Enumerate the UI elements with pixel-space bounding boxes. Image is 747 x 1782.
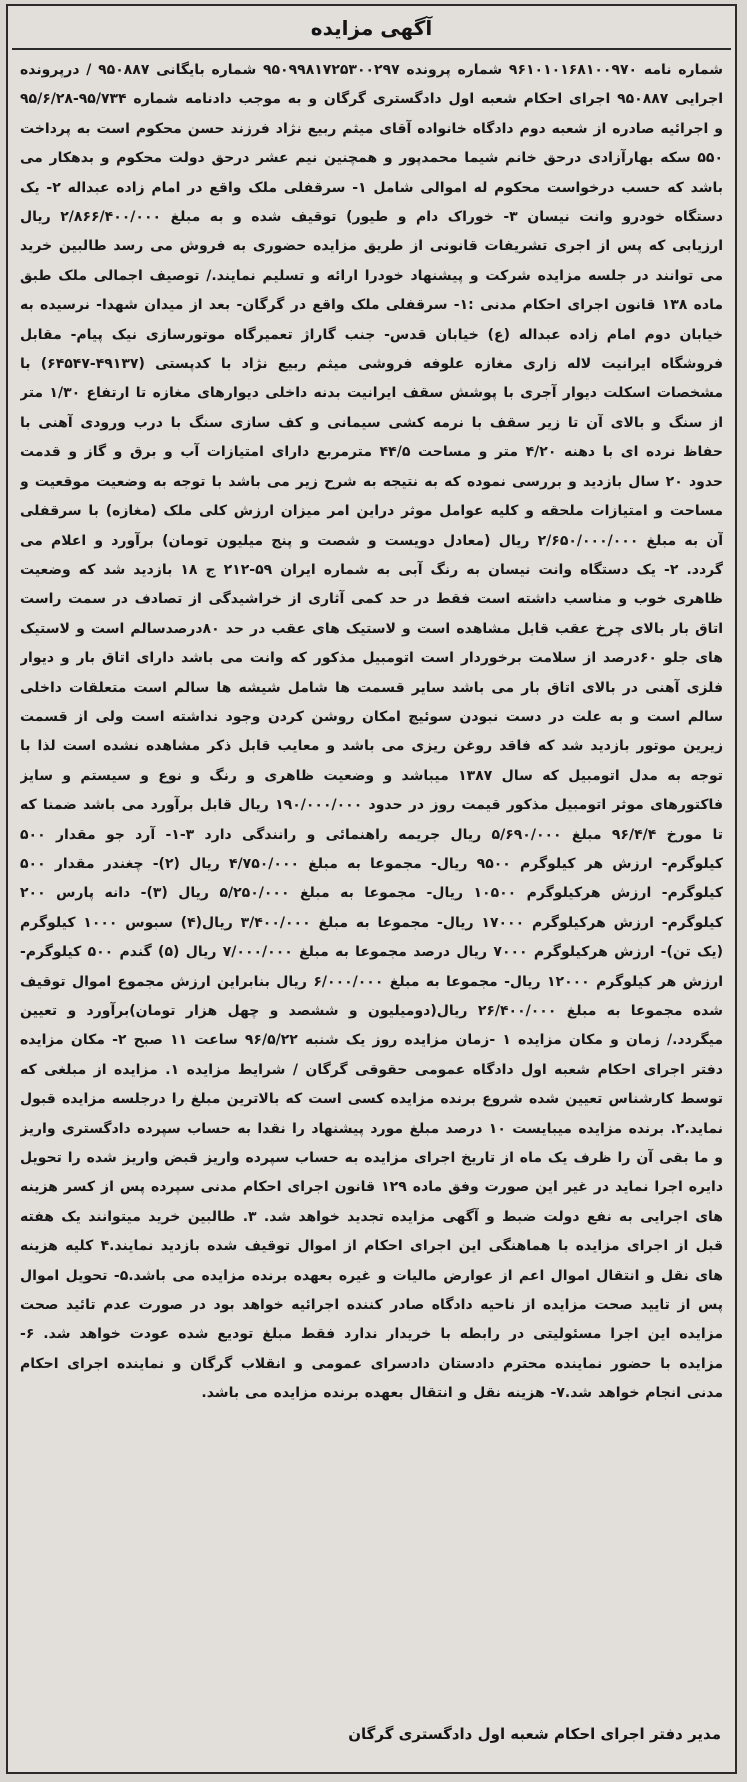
notice-body-text: شماره نامه ۹۶۱۰۱۰۱۶۸۱۰۰۹۷۰ شماره پرونده ۹۵۰۹۹۸۱۷۲۵۳۰۰۲۹۷ شماره بایگانی ۹۵۰۸۸۷ / درپرونده اجرایی ۹۵۰۸۸۷ اجرای احکام شعبه اول دادگستری گرگان و به موجب دادنامه شماره ۹۵/۷۳۴-۹۵/۶/۲۸ و اجرائیه صادره از شعبه دوم دادگاه خانواده آقای میثم ربیع نژاد فرزند حسن محکوم است به پرداخت ۵۵۰ سکه بهارآزادی درحق خانم شیما محمدپور و همچنین نیم عشر درحق دولت محکوم و بدهکار می باشد که حسب درخواست محکوم له اموالی شامل ۱- سرقفلی ملک واقع در امام زاده عبداله ۲- یک دستگاه خودرو وانت نیسان ۳- خوراک دام و طیور) توقیف شده و به مبلغ ۲/۸۶۶/۴۰۰/۰۰۰ ریال ارزیابی که پس از اجری تشریفات قانونی از طریق مزایده حضوری به فروش می رسد طالبین خرید می توانند در جلسه مزایده شرکت و پیشنهاد خودرا ارائه و تسلیم نمایند./ توصیف اجمالی ملک طبق ماده ۱۳۸ قانون اجرای احکام مدنی :۱- سرقفلی ملک واقع در گرگان- بعد از میدان شهدا- نرسیده به خیابان دوم امام زاده عبداله (ع) خیابان قدس- جنب گاراژ تعمیرگاه موتورسازی نیک پیام- مقابل فروشگاه ایرانیت لاله زاری مغازه علوفه فروشی میثم ربیع نژاد با کدپستی (۴۹۱۳۷-۶۴۵۴۷) با مشخصات اسکلت دیوار آجری با پوشش سقف ایرانیت بدنه داخلی دیوارهای مغازه تا ارتفاع ۱/۳۰ متر از سنگ و بالای آن تا زیر سقف با نرمه کشی سیمانی و کف سازی سنگ با درب ورودی آهنی با حفاظ نرده ای با دهنه ۴/۲۰ متر و مساحت ۴۴/۵ مترمربع دارای امتیازات آب و برق و گاز و قدمت حدود ۲۰ سال بازدید و بررسی نموده که به نتیجه به شرح زیر می باشد با توجه به وضعیت موقعیت و مساحت و امتیازات ملحقه و کلیه عوامل موثر دراین امر میزان ارزش کلی ملک (مغازه) با سرقفلی آن به مبلغ ۲/۶۵۰/۰۰۰/۰۰۰ ریال (معادل دویست و شصت و پنج میلیون تومان) برآورد و اعلام می گردد. ۲- یک دستگاه وانت نیسان به رنگ آبی به شماره ایران ۵۹-۲۱۲ ج ۱۸ بازدید شد که وضعیت ظاهری خوب و مناسب داشته است فقط در حد کمی آثاری از خراشیدگی از تصادف در سمت راست اتاق بار بالای چرخ عقب قابل مشاهده است و لاستیک های عقب در حد ۸۰درصدسالم است و لاستیک های جلو ۶۰درصد از سلامت برخوردار است اتومبیل مذکور که وانت می باشد دارای اتاق بار و دیوار فلزی آهنی در بالای اتاق بار می باشد سایر قسمت ها شامل شیشه ها سالم است متعلقات داخلی سالم است و به علت در دست نبودن سوئیچ امکان روشن کردن وجود نداشته است ولی از قسمت زیرین موتور بازدید شد که فاقد روغن ریزی می باشد و معایب قابل ذکر مشاهده نشده است لذا با توجه به مدل اتومبیل که سال ۱۳۸۷ میباشد و وضعیت ظاهری و رنگ و نوع و سیستم و سایز فاکتورهای موثر اتومبیل مذکور قیمت روز در حدود ۱۹۰/۰۰۰/۰۰۰ ریال قابل برآورد می باشد ضمنا که تا مورخ ۹۶/۴/۴ مبلغ ۵/۶۹۰/۰۰۰ ریال جریمه راهنمائی و رانندگی دارد ۳-۱- آرد جو مقدار ۵۰۰ کیلوگرم- ارزش هر کیلوگرم ۹۵۰۰ ریال- مجموعا به مبلغ ۴/۷۵۰/۰۰۰ ریال (۲)- چغندر مقدار ۵۰۰ کیلوگرم- ارزش هرکیلوگرم ۱۰۵۰۰ ریال- مجموعا به مبلغ ۵/۲۵۰/۰۰۰ ریال (۳)- دانه پارس ۲۰۰ کیلوگرم- ارزش هرکیلوگرم ۱۷۰۰۰ ریال- مجموعا به مبلغ ۳/۴۰۰/۰۰۰ ریال(۴) سبوس ۱۰۰۰ کیلوگرم (یک تن)- ارزش هرکیلوگرم ۷۰۰۰ ریال درصد مجموعا به مبلغ ۷/۰۰۰/۰۰۰ ریال (۵) گندم ۵۰۰ کیلوگرم-ارزش هر کیلوگرم ۱۲۰۰۰ ریال- مجموعا به مبلغ ۶/۰۰۰/۰۰۰ ریال بنابراین ارزش مجموع اموال توقیف شده مجموعا به مبلغ ۲۶/۴۰۰/۰۰۰ ریال(دومیلیون و ششصد و چهل هزار تومان)برآورد و تعیین میگردد./ زمان و مکان مزایده ۱ -زمان مزایده روز یک شنبه ۹۶/۵/۲۲ ساعت ۱۱ صبح ۲- مکان مزایده دفتر اجرای احکام شعبه اول دادگاه عمومی حقوقی گرگان / شرایط مزایده ۱. مزایده از مبلغی که توسط کارشناس تعیین شده شروع برنده مزایده کسی است که بالاترین مبلغ را درجلسه مزایده قبول نماید.۲. برنده مزایده میبایست ۱۰ درصد مبلغ مورد پیشنهاد را نقدا به حساب سپرده دادگستری واریز و ما بقی آن را ظرف یک ماه از تاریخ اجرای مزایده به حساب سپرده واریز قبض واریز شده را تحویل دایره اجرا نماید در غیر این صورت وفق ماده ۱۲۹ قانون اجرای احکام مدنی سپرده پس از کسر هزینه های اجرایی به نفع دولت ضبط و آگهی مزایده تجدید خواهد شد. ۳. طالبین خرید میتوانند یک هفته قبل از اجرای مزایده با هماهنگی این اجرای احکام از اموال توقیف شده بازدید نمایند.۴ کلیه هزینه های نقل و انتقال اموال اعم از عوارض مالیات و غیره بعهده برنده مزایده می باشد.۵- تحویل اموال پس از تایید صحت مزایده از ناحیه دادگاه صادر کننده اجرائیه خواهد بود در صورت عدم تائید صحت مزایده این اجرا مسئولیتی در رابطه با خریدار ندارد فقط مبلغ تودیع شده عودت خواهد شد. ۶- مزایده با حضور نماینده محترم دادستان دادسرای عمومی و انقلاب گرگان و نماینده اجرای احکام مدنی انجام خواهد شد.۷- هزینه نقل و انتقال بعهده برنده مزایده می باشد. — [20, 62, 723, 1402]
title-divider — [12, 48, 731, 50]
notice-signature: مدیر دفتر اجرای احکام شعبه اول دادگستری گرگان — [348, 1725, 721, 1743]
notice-title: آگهی مزایده — [310, 16, 433, 40]
auction-notice — [6, 4, 737, 1774]
